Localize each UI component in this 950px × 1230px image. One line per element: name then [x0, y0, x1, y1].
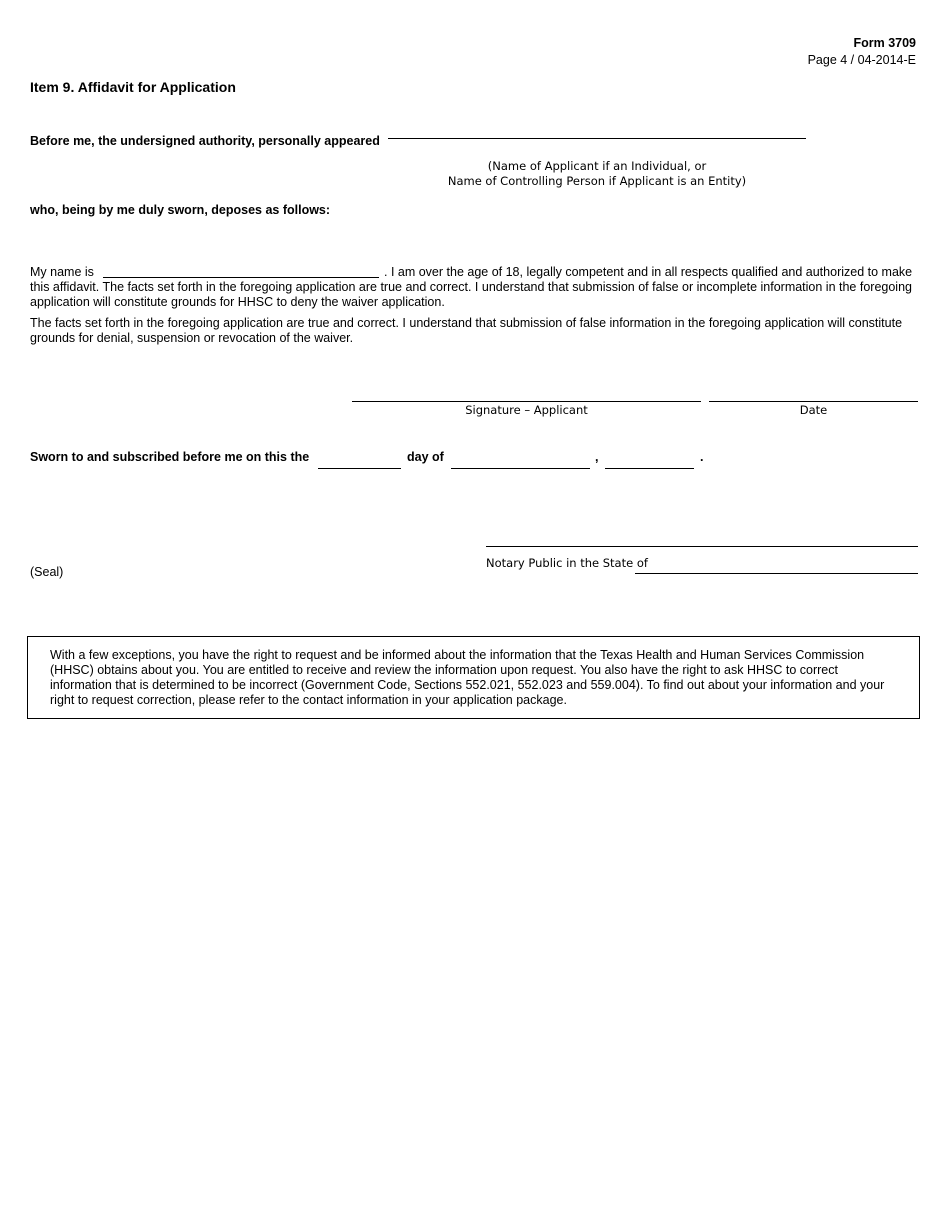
my-name-field[interactable] [103, 277, 379, 278]
applicant-name-caption [388, 159, 806, 189]
day-field[interactable] [318, 468, 401, 469]
comma-separator: , [595, 450, 599, 464]
signature-date-caption: Date [799, 403, 828, 417]
applicant-caption-line1: (Name of Applicant if an Individual, or [487, 159, 707, 173]
day-of-label: day of [407, 450, 444, 464]
subscribed-label: Sworn to and subscribed before me on this the [30, 450, 310, 464]
applicant-name-field[interactable] [388, 138, 806, 153]
month-field[interactable] [451, 468, 590, 469]
name-suffix: . I am over the age of 18, legally competent and in all respects qualified and authorized to make [384, 265, 913, 279]
privacy-notice-text: With a few exceptions, you have the right to request and be informed about the information that the Texas Health and Human Services Commission (HHSC) obtains about you. You are entitled to receive and review the information upon request. You also have the right to ask HHSC to correct information that is determined to be incorrect (Government Code, Sections 552.021, 552.023 and 559.004). To find out about your information and your right to request correction, please refer to the contact information in your application package. [50, 648, 885, 707]
form-number: Form 3709 [853, 36, 916, 50]
section-title: Item 9. Affidavit for Application [30, 79, 236, 95]
page-info: Page 4 / 04-2014-E [807, 53, 916, 67]
signature-date-line[interactable] [709, 401, 918, 402]
name-prefix: My name is [30, 265, 94, 279]
affidavit-paragraph-1: this affidavit. The facts set forth in the foregoing application are true and correct. I understand that submission of false or incomplete information in the foregoing application will constitute grounds for HHSC to deny the waiver application. [30, 280, 912, 309]
affidavit-paragraph-2: The facts set forth in the foregoing application are true and correct. I understand that submission of false information in the foregoing application will constitute grounds for denial, suspension or revocation of the waiver. [30, 316, 903, 345]
year-field[interactable] [605, 468, 694, 469]
privacy-notice-box [27, 636, 920, 719]
notary-signature-line[interactable] [486, 546, 918, 547]
appeared-label: Before me, the undersigned authority, personally appeared [30, 134, 380, 148]
notary-state-field[interactable] [635, 573, 918, 574]
period-mark: . [700, 450, 704, 464]
applicant-caption-line2: Name of Controlling Person if Applicant is an Entity) [447, 174, 747, 188]
seal-label: (Seal) [30, 565, 64, 579]
sworn-label: who, being by me duly sworn, deposes as follows: [30, 203, 331, 217]
signature-applicant-caption: Signature – Applicant [465, 403, 588, 417]
signature-applicant-line[interactable] [352, 401, 701, 402]
notary-label: Notary Public in the State of [486, 556, 648, 570]
